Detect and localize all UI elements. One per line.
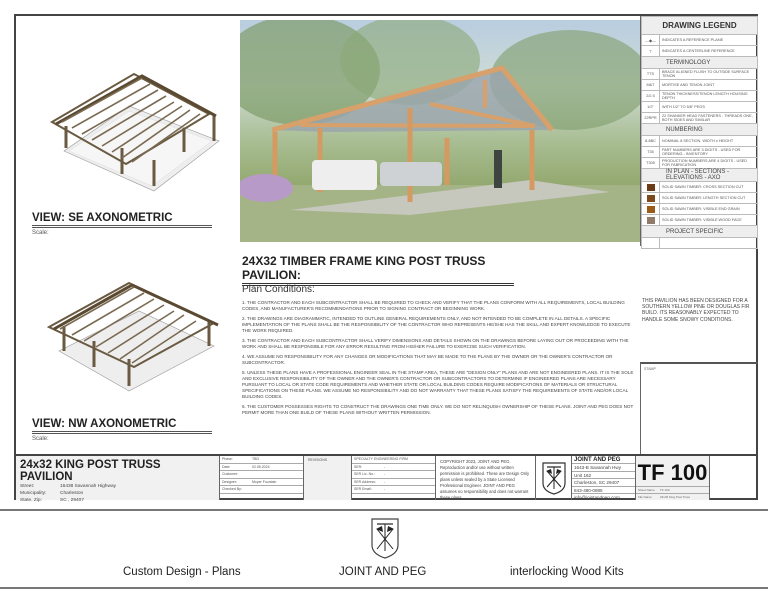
legend-desc: TENON THICKNESS/TENON LENGTH HOUSING DEPTH [660, 91, 758, 102]
info-label: Date: [222, 464, 231, 469]
footer-wood-kits: interlocking Wood Kits [510, 566, 624, 578]
address-line-2: Unit 162 [572, 472, 635, 480]
condition-2: 2. THE DRAWINGS ARE DIAGRAMMATIC, INTENDED TO OUTLINE GENERAL REQUIREMENTS ONLY, AND NOT INTENDED TO BE COMPLETE IN ALL DETAILS. A SPECIFIC IMPLEMENTATION OF THE PLANS SHALL BE THE RESPONSIBILITY OF THE CONTRACTOR WHO REPRESENTS HE/SHE HAS THE SKILL AND EXPERT KNOWLEDGE TO EXECUTE THE WORK REQUIRED. [242, 316, 631, 333]
footer-divider-top [0, 509, 768, 511]
revisions-label: REVISIONS [308, 458, 328, 462]
footer-logo-icon [370, 517, 400, 559]
stamp-label: STAMP [644, 367, 656, 371]
legend-key: T305 [642, 158, 660, 169]
phase-info [220, 456, 304, 500]
firm-label: SER: [354, 464, 363, 469]
legend-desc: NOMINAL 8 SECTION, WIDTH x HEIGHT [660, 136, 758, 147]
footer-divider-bottom [0, 587, 768, 589]
address-city: Charleston, SC 29407 [572, 479, 635, 487]
legend-key: 8-8BC [642, 136, 660, 147]
company-name: JOINT AND PEG [572, 456, 635, 464]
info-label: Customer: [222, 472, 239, 477]
scale-label-nw: Scale: [32, 436, 49, 442]
company-email: info@jointandpeg.com [574, 495, 620, 500]
view-title-se: VIEW: SE AXONOMETRIC [32, 212, 212, 228]
footer-brand: JOINT AND PEG [339, 566, 427, 578]
legend-desc: SOLID SAWN TIMBER: LENGTH SECTION CUT [660, 193, 758, 204]
scale-label-se: Scale: [32, 230, 49, 236]
drawing-legend [640, 16, 758, 246]
legend-desc: PART NUMBERS ARE 3 DIGITS - USED FOR ORDERING - INVENTORY [660, 147, 758, 158]
firm-label: SER Address: [354, 479, 376, 484]
info-label: Checked By: [222, 487, 242, 492]
firm-value: - [384, 479, 386, 484]
company-logo [536, 456, 572, 500]
condition-5: 5. UNLESS THESE PLANS HAVE A PROFESSIONAL ENGINEER SEAL IN THE STAMP AREA, THESE ARE "DESIGN ONLY" PLANS AND ARE NOT ENGINEERED PLANS. IT IS THE SOLE AND EXCLUSIVE RESPONSIBILITY OF THE OWNER AND THE OWNER'S CONTRACTOR OR SUBCONTRACTORS TO DETERMINE IF ENGINEERED PLANS ARE NECESSARY PURSUANT TO LOCAL OR STATE CODE REQUIREMENTS AND WHETHER STATE OR LOCAL BUILDING CODES REQUIRE MODIFICATIONS OF MATERIALS OR STRUCTURAL SPECIFICATIONS ON THESE PLANS. WE ASSUME NO RESPONSIBILITY AND DO NOT WARRANTY THAT THESE PLANS SATISFY THE REQUIREMENTS OF STATE AND/OR LOCAL BUILDING CODES. [242, 370, 634, 399]
street-value: 16438 Savannah Highway [60, 484, 117, 489]
municipality-value: Charleston [60, 491, 84, 496]
firm-heading: SPECIALTY ENGINEERING FIRM [352, 456, 435, 464]
numbering-heading: NUMBERING [642, 124, 758, 136]
legend-desc: WITH 1/2" TO 5/8" PEGS [660, 102, 758, 113]
pavilion-rendering [240, 20, 640, 242]
legend-desc: 22 SHANKER HEAD FASTENERS - THREADS ONE, BOTH SIDES AND SIMILAR [660, 113, 758, 124]
sheet-row-label: Sheet Name [638, 488, 655, 492]
end-grain-swatch-icon [647, 206, 655, 213]
firm-value: - [384, 487, 386, 492]
state-label: State, Zip: [20, 498, 42, 503]
project-specific-heading: PROJECT SPECIFIC [642, 226, 758, 238]
firm-label: SER Lic. No.: [354, 472, 376, 477]
municipality-label: Municipality: [20, 491, 47, 496]
condition-6: 6. THE CUSTOMER POSSESSES RIGHTS TO CONSTRUCT THE DRAWINGS ONE TIME ONLY. WE DO NOT RELINQUISH OWNERSHIP OF THESE PLANS. JOINT AND PEG DOES NOT PERMIT MORE THAN ONE BUILD OF THESE PLANS WITHOUT WRITTEN PERMISSION. [242, 404, 634, 415]
length-section-swatch-icon [647, 195, 655, 202]
main-title: 24X32 TIMBER FRAME KING POST TRUSS PAVILION: [242, 254, 514, 286]
plan-conditions-list [242, 300, 640, 420]
legend-desc: INDICATES A REFERENCE PLANE [660, 35, 758, 46]
state-value: SC , 29407 [60, 498, 85, 503]
firm-value: - [384, 464, 386, 469]
street-label: Street: [20, 484, 35, 489]
info-value: 02.05.2024 [252, 464, 270, 469]
se-axonometric-drawing [34, 56, 224, 196]
info-value: Moyer Fountain [252, 479, 277, 484]
revisions [304, 456, 352, 500]
condition-4: 4. WE ASSUME NO RESPONSIBILITY FOR ANY CHANGES OR MODIFICATIONS THAT MAY BE MADE TO THE PLANS BY THE OWNER OR THE OWNER'S CONTRACTOR OR SUBCONTRACTOR. [242, 354, 613, 365]
design-note: THIS PAVILION HAS BEEN DESIGNED FOR A SOUTHERN YELLOW PINE OR DOUGLAS FIR BUILD. ITS REASONABLY EXPECTED TO HANDLE SOME SNOWY CONDITIONS. [642, 298, 750, 323]
sheet-row-label: File Name [638, 495, 652, 499]
nw-axonometric-drawing [34, 271, 224, 411]
wood-face-swatch-icon [647, 217, 655, 224]
company-address [572, 456, 636, 500]
engineering-firm [352, 456, 436, 500]
reference-plane-icon: —◆— [642, 35, 660, 46]
legend-desc: SOLID SAWN TIMBER: VISIBLE END GRAIN [660, 204, 758, 215]
plan-conditions-heading: Plan Conditions: [242, 284, 315, 295]
title-block [16, 454, 756, 503]
footer-custom-design: Custom Design - Plans [123, 566, 241, 578]
company-phone: 843-480-0885 [572, 487, 635, 495]
copyright-notice: COPYRIGHT 2023, JOINT AND PEG. Reproduction and/or use without written permission is prohibited. These are Design Only plans unless sealed by a State Licensed Professional Engineer. JOINT AND PEG assumes no responsibility and does not warrant these plans. [436, 456, 536, 500]
legend-key: 22RPR [642, 113, 660, 124]
legend-key: TTS [642, 69, 660, 80]
condition-1: 1. THE CONTRACTOR AND EACH SUBCONTRACTOR SHALL BE REQUIRED TO CHECK AND VERIFY THAT THE PLANS CONFORM WITH ALL REQUIREMENTS, LOCAL BUILDING CODES, AND MANUFACTURER'S RECOMMENDATIONS PRIOR TO SIGNING CONTRACT OR BEGINNING WORK. [242, 300, 625, 311]
legend-desc: BRACE ALIGNED FLUSH TO OUTSIDE SURFACE TENON [660, 69, 758, 80]
legend-desc: PRODUCTION NUMBERS ARE 4 DIGITS - USED FOR FABRICATION [660, 158, 758, 169]
info-label: Designer: [222, 479, 237, 484]
legend-key: 1/2" [642, 102, 660, 113]
joint-and-peg-logo-icon [541, 461, 567, 495]
view-title-nw: VIEW: NW AXONOMETRIC [32, 418, 212, 434]
condition-3: 3. THE CONTRACTOR AND EACH SUBCONTRACTOR SHALL VERIFY DIMENSIONS AND DETAILS SHOWN ON THE DRAWINGS BEFORE LAYING OUT OR PROCEEDING WITH THE WORK AND SHALL BE RESPONSIBLE FOR ANY ERROR RESULTING FROM HIS/HER FAILURE TO EXERCISE SUCH VERIFICATION. [242, 338, 629, 349]
cross-section-swatch-icon [647, 184, 655, 191]
legend-key: 2/2.5 [642, 91, 660, 102]
sheet-number: TF 100 [637, 460, 708, 485]
sheet-row-value: 24x32 King Post Truss [660, 495, 691, 499]
legend-key: M&T [642, 80, 660, 91]
legend-desc: INDICATES A CENTERLINE REFERENCE [660, 46, 758, 57]
info-value: TBD [252, 457, 259, 462]
sheet-number-box [636, 456, 710, 500]
legend-key: T35 [642, 147, 660, 158]
stamp-area [640, 362, 758, 454]
inplan-heading: IN PLAN - SECTIONS - ELEVATIONS - AXO [642, 169, 758, 182]
centerline-icon: ⊤ [642, 46, 660, 57]
legend-desc: SOLID SAWN TIMBER: CROSS SECTION CUT [660, 182, 758, 193]
project-title: 24x32 KING POST TRUSS PAVILION [20, 459, 161, 483]
terminology-heading: TERMINOLOGY [642, 57, 758, 69]
address-line-1: 1643-B Savannah Hwy [572, 464, 635, 472]
legend-desc: MORTISE AND TENON JOINT [660, 80, 758, 91]
firm-value: - [384, 472, 386, 477]
firm-label: SER Email: [354, 487, 372, 492]
info-label: Phase: [222, 457, 233, 462]
sheet-row-value: TF 100 [660, 488, 670, 492]
legend-desc: SOLID SAWN TIMBER: VISIBLE WOOD FACE [660, 215, 758, 226]
drawing-sheet [14, 14, 758, 503]
legend-title: DRAWING LEGEND [642, 17, 758, 35]
project-info [16, 456, 220, 503]
